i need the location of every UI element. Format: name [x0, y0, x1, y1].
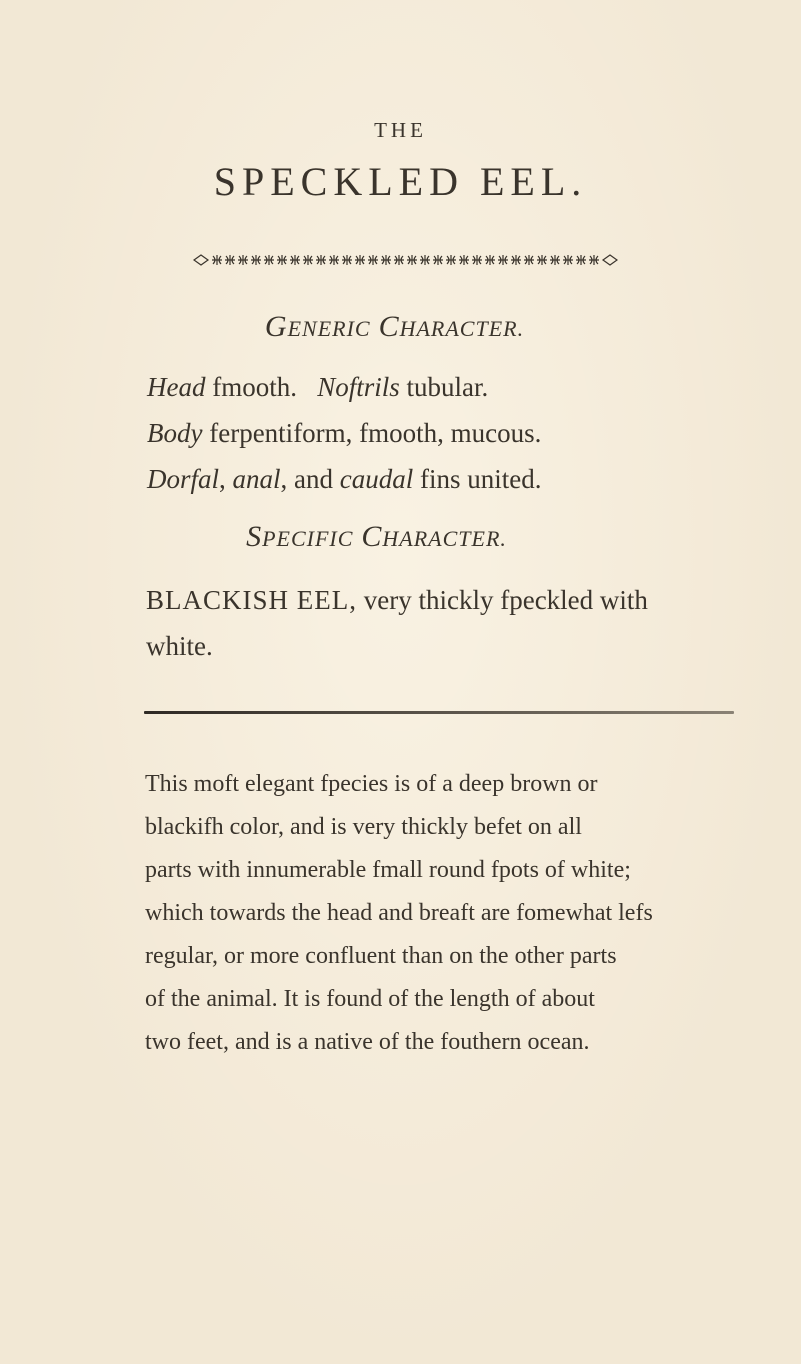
term-italic: Dorfal: [147, 464, 220, 494]
generic-line-fins: [147, 464, 542, 495]
term-text: tubular.: [399, 372, 489, 402]
ornament-flower: [342, 255, 352, 265]
term-text: , and: [280, 464, 334, 494]
term-italic: Body: [147, 418, 203, 448]
specific-line-1: [146, 585, 648, 616]
ornament-flower: [459, 255, 469, 265]
specific-line-2: white.: [146, 631, 213, 661]
term-text: fmooth.: [205, 372, 297, 402]
ornament-flower: [563, 255, 573, 265]
ornament-flower: [589, 255, 599, 265]
body-line: two feet, and is a native of the fouthern ocean.: [145, 1029, 590, 1055]
term-italic: Noftrils: [317, 372, 400, 402]
heading-word: PECIFIC: [262, 526, 354, 551]
ornament-flower: [329, 255, 339, 265]
term-text: ,: [219, 464, 226, 494]
ornament-flower: [394, 255, 404, 265]
ornament-flower: [446, 255, 456, 265]
ornament-flower: [472, 255, 482, 265]
term-italic: caudal: [339, 464, 414, 494]
ornament-flower: [407, 255, 417, 265]
term-italic: Head: [147, 372, 206, 402]
generic-character-heading: [0, 310, 795, 344]
ornament-divider: [193, 252, 618, 268]
term-text: ferpentiform, fmooth, mucous.: [202, 418, 542, 448]
horizontal-rule: [144, 711, 734, 714]
ornament-flower: [524, 255, 534, 265]
body-line: of the animal. It is found of the length of about: [145, 986, 595, 1012]
ornament-flower: [511, 255, 521, 265]
ornament-flower: [433, 255, 443, 265]
description-text: very thickly fpeckled with: [357, 585, 648, 615]
body-line: This moft elegant fpecies is of a deep brown or: [145, 771, 598, 797]
generic-line-head: [147, 372, 488, 403]
ornament-flower: [550, 255, 560, 265]
heading-letter: C: [361, 520, 383, 553]
ornament-flower: [264, 255, 274, 265]
heading-word: HARACTER.: [399, 316, 525, 341]
term-text: fins united.: [413, 464, 542, 494]
ornament-flower: [537, 255, 547, 265]
page-title: SPECKLED EEL.: [213, 159, 588, 204]
body-line: parts with innumerable fmall round fpots of white;: [145, 857, 631, 883]
generic-line-body: [147, 418, 541, 449]
body-line: blackifh color, and is very thickly befet on all: [145, 814, 582, 840]
ornament-flower: [251, 255, 261, 265]
ornament-flower: [225, 255, 235, 265]
ornament-flower: [485, 255, 495, 265]
heading-word: ENERIC: [287, 316, 371, 341]
body-line: which towards the head and breaft are fomewhat lefs: [145, 900, 653, 926]
ornament-flower: [212, 255, 222, 265]
specific-character-heading: [0, 520, 777, 554]
ornament-flower: [238, 255, 248, 265]
ornament-flower: [381, 255, 391, 265]
heading-letter: S: [246, 520, 263, 553]
ornament-flower: [368, 255, 378, 265]
ornament-flower: [498, 255, 508, 265]
species-name: BLACKISH EEL,: [146, 585, 357, 615]
ornament-flower: [303, 255, 313, 265]
heading-letter: C: [378, 310, 400, 343]
body-line: regular, or more confluent than on the other parts: [145, 943, 617, 969]
title-prefix: THE: [374, 118, 427, 142]
ornament-flower: [355, 255, 365, 265]
ornament-diamond: [194, 255, 208, 265]
ornament-flower: [316, 255, 326, 265]
ornament-flower: [576, 255, 586, 265]
term-italic: anal: [232, 464, 281, 494]
ornament-flower: [290, 255, 300, 265]
heading-letter: G: [264, 310, 288, 343]
heading-word: HARACTER.: [382, 526, 507, 551]
ornament-diamond: [603, 255, 617, 265]
ornament-flower: [277, 255, 287, 265]
ornament-flower: [420, 255, 430, 265]
